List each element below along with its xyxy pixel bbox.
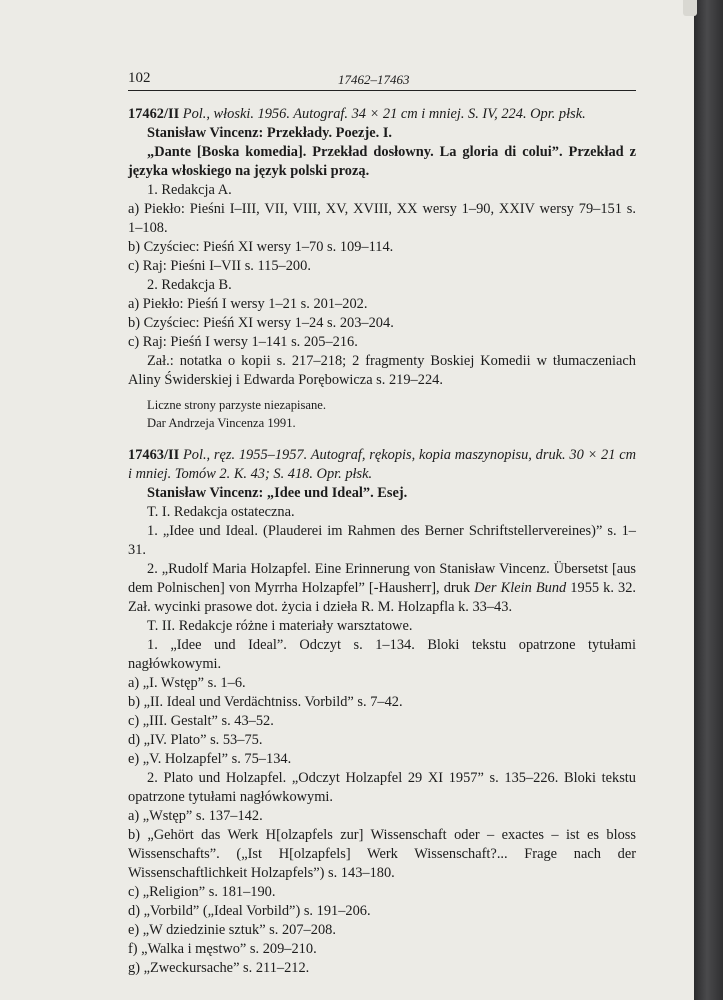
entry-subline: f) „Walka i męstwo” s. 209–210.	[128, 941, 317, 957]
entry-line: 2. Plato und Holzapfel. „Odczyt Holzapfel 29 XI 1957” s. 135–226. Bloki tekstu opatrzone tytułami nagłówkowymi.	[128, 770, 636, 805]
page-edge-shadow	[694, 0, 723, 1000]
entry-meta: Pol., ręz. 1955–1957. Autograf, rękopis, kopia maszynopisu, druk. 30 × 21 cm i mniej. Tomów 2. K. 43; S. 418. Opr. płsk.	[128, 447, 636, 482]
entry-subline: g) „Zweckursache” s. 211–212.	[128, 960, 310, 976]
entry-line: Zał.: notatka o kopii s. 217–218; 2 fragmenty Boskiej Komedii w tłumaczeniach Aliny Świderskiej i Edwarda Porębowicza s. 219–224.	[128, 353, 636, 388]
entry-subline: b) „II. Ideal und Verdächtniss. Vorbild” s. 7–42.	[128, 694, 403, 710]
entry-subline: c) „III. Gestalt” s. 43–52.	[128, 713, 274, 729]
page-tab	[683, 0, 697, 16]
entry-line: 1. „Idee und Ideal”. Odczyt s. 1–134. Bloki tekstu opatrzone tytułami nagłówkowymi.	[128, 637, 636, 672]
entry-line	[128, 560, 636, 617]
entry-signature: 17462/II	[128, 106, 180, 122]
entry-line: T. II. Redakcje różne i materiały warsztatowe.	[147, 618, 413, 634]
entry-line-part: 1955 k. 32. Zał. wycinki prasowe dot. życia i dzieła R. M. Holzapfla k. 33–43.	[128, 580, 636, 615]
entry-subline: b) „Gehört das Werk H[olzapfels zur] Wissenschaft oder – exactes – ist es bloss Wissenschafts”. („Ist H[olzapfels] Werk Wissenschaft?... Frage nach der Wissenschaftlichkeit Holzapfels”) s. 143–180.	[128, 827, 636, 881]
page-header	[128, 70, 636, 91]
entry-subline: a) „Wstęp” s. 137–142.	[128, 808, 263, 824]
entry-line: 1. „Idee und Ideal. (Plauderei im Rahmen des Berner Schriftstellervereines)” s. 1–31.	[128, 523, 636, 558]
entry-subline: e) „W dziedzinie sztuk” s. 207–208.	[128, 922, 336, 938]
entry-author-title: Stanisław Vincenz: „Idee und Ideal”. Esej.	[147, 485, 408, 501]
running-head: 17462–17463	[338, 72, 410, 87]
entry-subline: d) „Vorbild” („Ideal Vorbild”) s. 191–206.	[128, 903, 371, 919]
entry-line: 1. Redakcja A.	[147, 182, 232, 198]
entry-line: a) Piekło: Pieśni I–III, VII, VIII, XV, XVIII, XX wersy 1–90, XXIV wersy 79–151 s. 1–108.	[128, 201, 636, 236]
entry-17462-header	[128, 105, 636, 124]
entry-subline: e) „V. Holzapfel” s. 75–134.	[128, 751, 292, 767]
periodical-title: Der Klein Bund	[474, 580, 567, 596]
entry-author-title: Stanisław Vincenz: Przekłady. Poezje. I.	[147, 125, 393, 141]
entry-line: c) Raj: Pieśni I–VII s. 115–200.	[128, 258, 311, 274]
entry-line-part: 2. „Rudolf Maria Holzapfel. Eine Erinnerung von Stanisław Vincenz. Übersetst [aus dem Polnischen] von Myrrha Holzapfel” [-Hausherr], druk	[128, 561, 636, 596]
page-number: 102	[128, 70, 151, 86]
entry-line: a) Piekło: Pieśń I wersy 1–21 s. 201–202.	[128, 296, 368, 312]
entry-signature: 17463/II	[128, 447, 180, 463]
entry-17463-header	[128, 446, 636, 484]
entry-subline: d) „IV. Plato” s. 53–75.	[128, 732, 263, 748]
entry-meta: Pol., włoski. 1956. Autograf. 34 × 21 cm i mniej. S. IV, 224. Opr. płsk.	[179, 106, 586, 122]
entry-line: T. I. Redakcja ostateczna.	[147, 504, 295, 520]
entry-subtitle: „Dante [Boska komedia]. Przekład dosłowny. La gloria di colui”. Przekład z języka włoskiego na język polski prozą.	[128, 144, 636, 179]
entry-line: b) Czyściec: Pieśń XI wersy 1–70 s. 109–114.	[128, 239, 394, 255]
entry-subline: a) „I. Wstęp” s. 1–6.	[128, 675, 246, 691]
page-body	[128, 105, 636, 978]
entry-line: c) Raj: Pieśń I wersy 1–141 s. 205–216.	[128, 334, 358, 350]
entry-note: Dar Andrzeja Vincenza 1991.	[147, 416, 296, 430]
entry-line: b) Czyściec: Pieśń XI wersy 1–24 s. 203–204.	[128, 315, 394, 331]
entry-line: 2. Redakcja B.	[147, 277, 232, 293]
entry-note: Liczne strony parzyste niezapisane.	[147, 398, 327, 412]
entry-subline: c) „Religion” s. 181–190.	[128, 884, 276, 900]
